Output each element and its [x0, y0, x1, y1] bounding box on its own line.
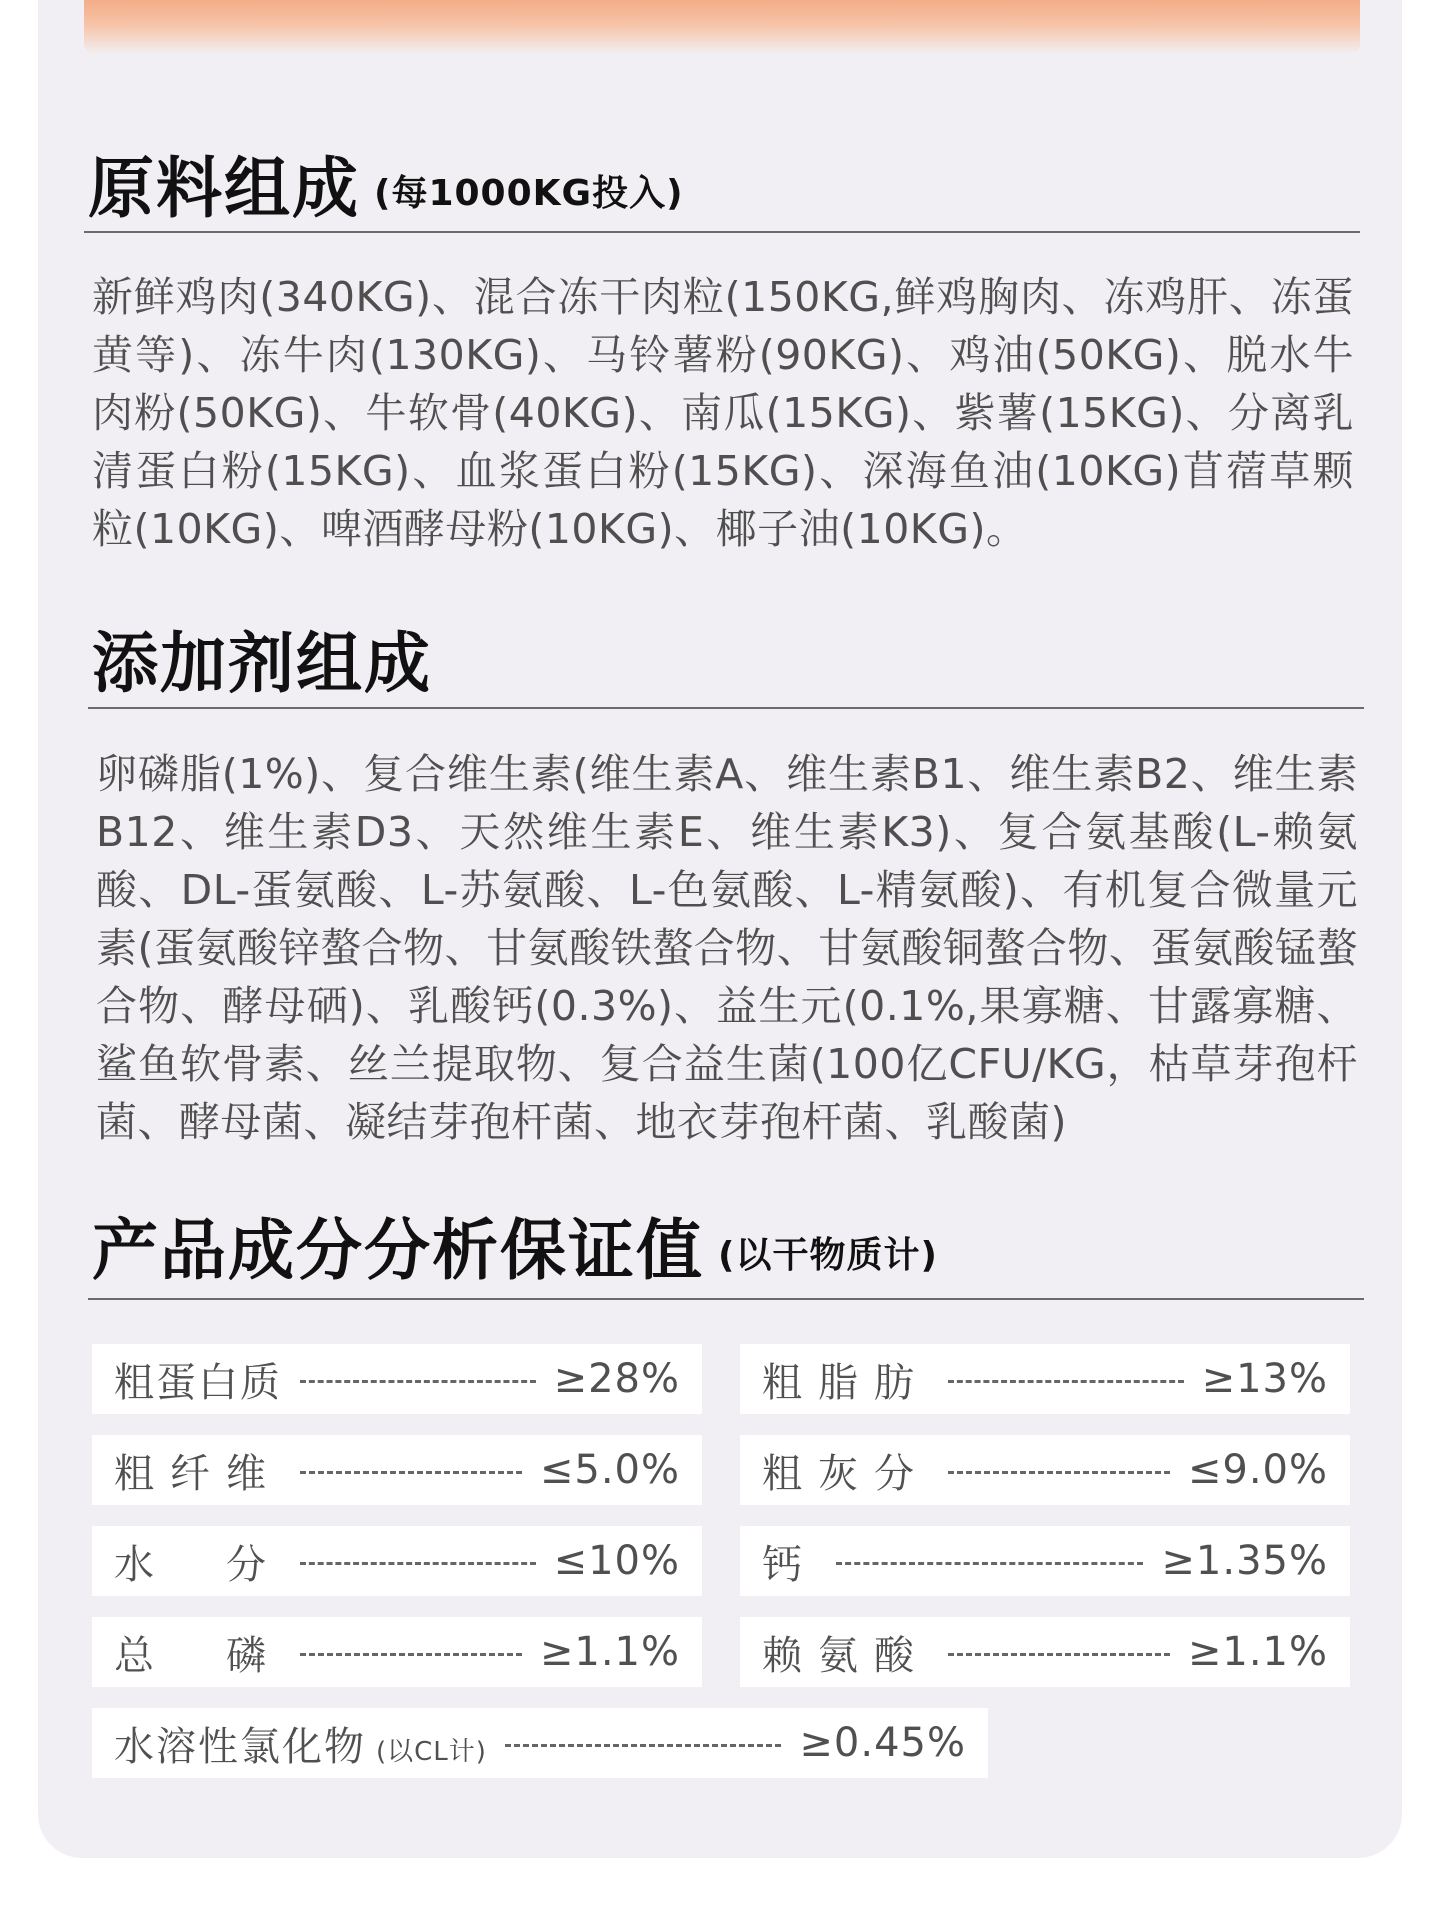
analysis-row-crude-fiber [92, 1435, 702, 1505]
raw-materials-heading [88, 135, 684, 230]
raw-materials-subtitle: (每1000KG投入) [374, 173, 684, 214]
analysis-divider [88, 1298, 1364, 1300]
additives-heading [92, 610, 432, 705]
analysis-row-crude-protein [92, 1344, 702, 1414]
analysis-label: 粗灰分 [762, 1450, 930, 1497]
analysis-row-moisture [92, 1526, 702, 1596]
additives-text: 卵磷脂(1%)、复合维生素(维生素A、维生素B1、维生素B2、维生素B12、维生素D3、天然维生素E、维生素K3)、复合氨基酸(L-赖氨酸、DL-蛋氨酸、L-苏氨酸、L-色氨酸、L-精氨酸)、有机复合微量元素(蛋氨酸锌螯合物、甘氨酸铁螯合物、甘氨酸铜螯合物、蛋氨酸锰螯合物、酵母硒)、乳酸钙(0.3%)、益生元(0.1%,果寡糖、甘露寡糖、鲨鱼软骨素、丝兰提取物、复合益生菌(100亿CFU/KG，枯草芽孢杆菌、酵母菌、凝结芽孢杆菌、地衣芽孢杆菌、乳酸菌) [96, 750, 1358, 1146]
analysis-value: ≥1.1% [539, 1629, 680, 1675]
analysis-label-note: (以CL计) [376, 1736, 487, 1767]
raw-materials-text: 新鲜鸡肉(340KG)、混合冻干肉粒(150KG,鲜鸡胸肉、冻鸡肝、冻蛋黄等)、冻牛肉(130KG)、马铃薯粉(90KG)、鸡油(50KG)、脱水牛肉粉(50KG)、牛软骨(40KG)、南瓜(15KG)、紫薯(15KG)、分离乳清蛋白粉(15KG)、血浆蛋白粉(15KG)、深海鱼油(10KG)苜蓿草颗粒(10KG)、啤酒酵母粉(10KG)、椰子油(10KG)。 [92, 273, 1354, 553]
analysis-label: 粗蛋白质 [114, 1359, 282, 1406]
dashed-leader [300, 1562, 536, 1565]
additives-divider [88, 707, 1364, 709]
dashed-leader [505, 1744, 781, 1747]
analysis-heading [92, 1197, 938, 1292]
analysis-label: 钙 [762, 1541, 818, 1588]
analysis-value: ≥28% [553, 1356, 680, 1402]
analysis-row-phosphorus [92, 1617, 702, 1687]
analysis-row-lysine [740, 1617, 1350, 1687]
analysis-label-text: 水溶性氯化物 [114, 1723, 366, 1770]
analysis-value: ≤5.0% [539, 1447, 680, 1493]
analysis-label: 粗脂肪 [762, 1359, 930, 1406]
analysis-subtitle: (以干物质计) [718, 1235, 938, 1276]
dashed-leader [300, 1471, 522, 1474]
top-gradient-band [84, 0, 1360, 54]
additives-title: 添加剂组成 [92, 625, 432, 702]
analysis-value: ≥1.1% [1187, 1629, 1328, 1675]
dashed-leader [948, 1380, 1184, 1383]
analysis-label [114, 1715, 487, 1772]
analysis-title: 产品成分分析保证值 [92, 1212, 704, 1289]
analysis-label: 总 磷 [114, 1632, 282, 1679]
analysis-row-crude-ash [740, 1435, 1350, 1505]
analysis-label: 粗纤维 [114, 1450, 282, 1497]
raw-materials-divider [84, 231, 1360, 233]
analysis-label: 赖氨酸 [762, 1632, 930, 1679]
dashed-leader [300, 1653, 522, 1656]
analysis-label: 水 分 [114, 1541, 282, 1588]
dashed-leader [948, 1653, 1170, 1656]
analysis-value: ≥1.35% [1161, 1538, 1328, 1584]
raw-materials-title: 原料组成 [88, 150, 360, 227]
analysis-value: ≥0.45% [799, 1720, 966, 1766]
analysis-row-crude-fat [740, 1344, 1350, 1414]
analysis-value: ≥13% [1201, 1356, 1328, 1402]
dashed-leader [836, 1562, 1143, 1565]
analysis-value: ≤10% [553, 1538, 680, 1584]
analysis-value: ≤9.0% [1187, 1447, 1328, 1493]
analysis-row-calcium [740, 1526, 1350, 1596]
dashed-leader [300, 1380, 536, 1383]
analysis-row-chloride [92, 1708, 988, 1778]
dashed-leader [948, 1471, 1170, 1474]
